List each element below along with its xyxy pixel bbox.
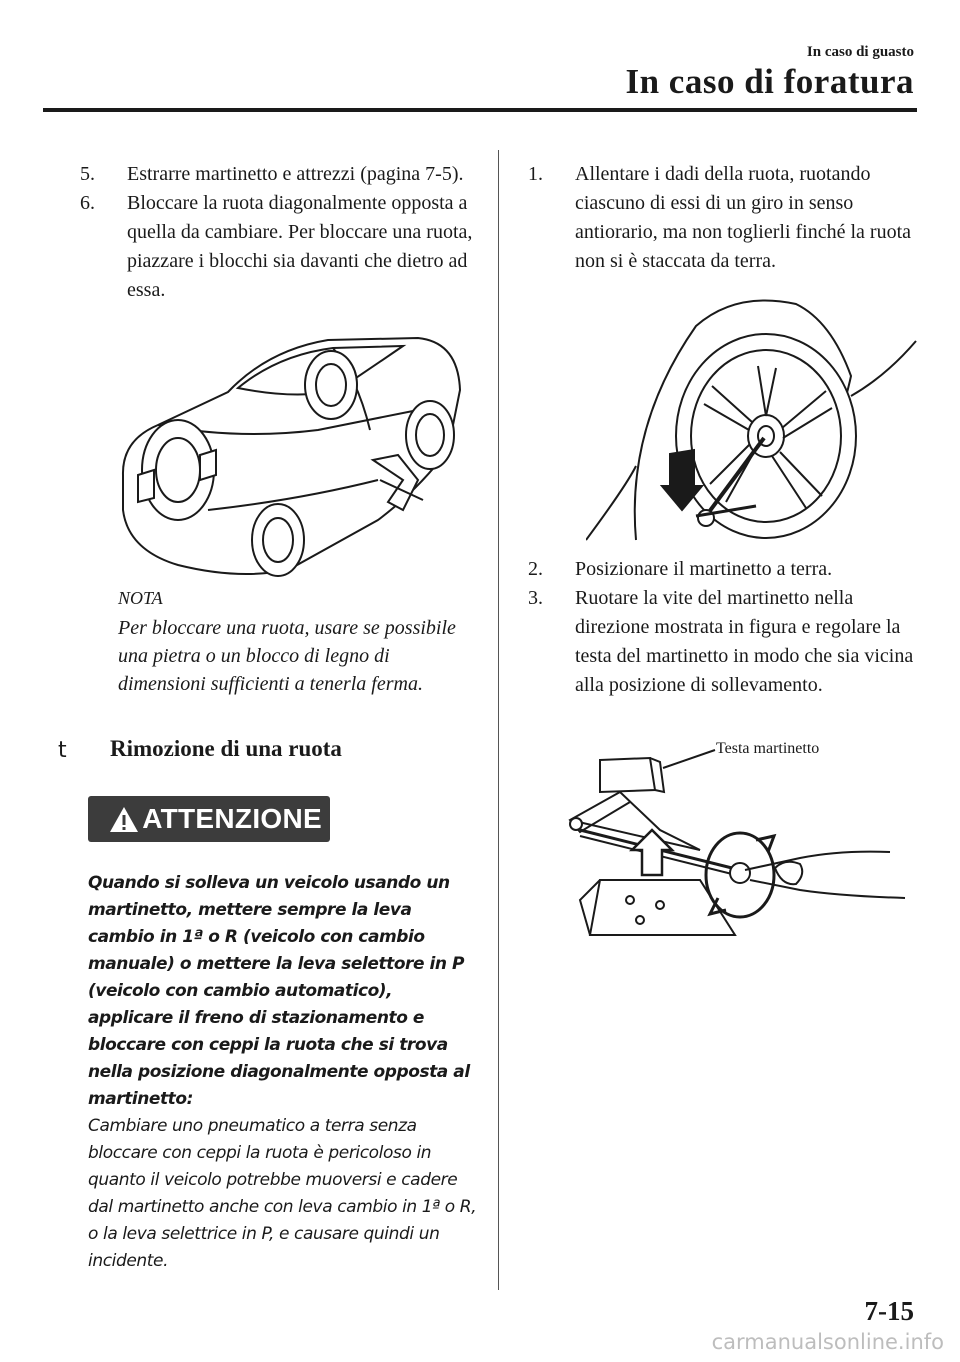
section-title: Rimozione di una ruota: [110, 736, 342, 761]
step-text: Bloccare la ruota diagonalmente opposta a quella da cambiare. Per bloccare una ruota, piazzare i blocchi sia davanti che dietro ad essa.: [127, 192, 473, 301]
wheel-wrench-illustration: [586, 296, 918, 546]
step-6: [80, 189, 480, 305]
step-number: 1.: [528, 163, 543, 185]
warning-label: ATTENZIONE: [142, 803, 322, 834]
step-text: Allentare i dadi della ruota, ruotando ciascuno di essi di un giro in senso antiorario, ma non toglierli finché la ruota non si è staccata da terra.: [575, 163, 911, 272]
page-title: In caso di foratura: [625, 62, 914, 101]
warning-badge: [88, 796, 330, 842]
step-number: 3.: [528, 587, 543, 609]
jack-illustration: [560, 740, 922, 950]
step-2: [528, 555, 918, 584]
note-text: Per bloccare una ruota, usare se possibile una pietra o un blocco di legno di dimensioni sufficienti a tenerla ferma.: [118, 617, 456, 695]
warning-triangle-icon: [108, 805, 140, 834]
step-text: Posizionare il martinetto a terra.: [575, 558, 833, 580]
warning-text: [88, 870, 478, 1275]
step-number: 6.: [80, 192, 95, 214]
step-number: 5.: [80, 163, 95, 185]
column-divider: [498, 150, 499, 1290]
step-text: Ruotare la vite del martinetto nella direzione mostrata in figura e regolare la testa del martinetto in modo che sia vicina alla posizione di sollevamento.: [575, 587, 914, 696]
warning-bold-text: Quando si solleva un veicolo usando un martinetto, mettere sempre la leva cambio in 1ª o R (veicolo con cambio manuale) o mettere la leva selettore in P (veicolo con cambio automatico), applicare il freno di stazionamento e bloccare con ceppi la ruota che si trova nella posizione diagonalmente opposta al martinetto:: [88, 873, 470, 1109]
right-steps-b: [528, 555, 918, 700]
car-chock-illustration: [118, 330, 480, 580]
watermark: carmanualsonline.info: [711, 1330, 944, 1354]
step-1: [528, 160, 918, 276]
page-number: 7-15: [864, 1296, 914, 1326]
header-section: In caso di guasto: [806, 44, 914, 60]
section-bullet: t: [58, 738, 67, 763]
jack-head-label: Testa martinetto: [716, 740, 820, 757]
step-3: [528, 584, 918, 700]
warning-body-text: Cambiare uno pneumatico a terra senza bloccare con ceppi la ruota è pericoloso in quanto il veicolo potrebbe muoversi e cadere dal martinetto anche con leva cambio in 1ª o R, o la leva selettrice in P, e causare quindi un incidente.: [88, 1116, 477, 1271]
left-steps: [80, 160, 480, 305]
note-label: NOTA: [118, 588, 163, 608]
step-number: 2.: [528, 558, 543, 580]
right-steps-a: [528, 160, 918, 276]
step-text: Estrarre martinetto e attrezzi (pagina 7-5).: [127, 163, 464, 185]
step-5: [80, 160, 480, 189]
header-rule: [43, 108, 917, 112]
